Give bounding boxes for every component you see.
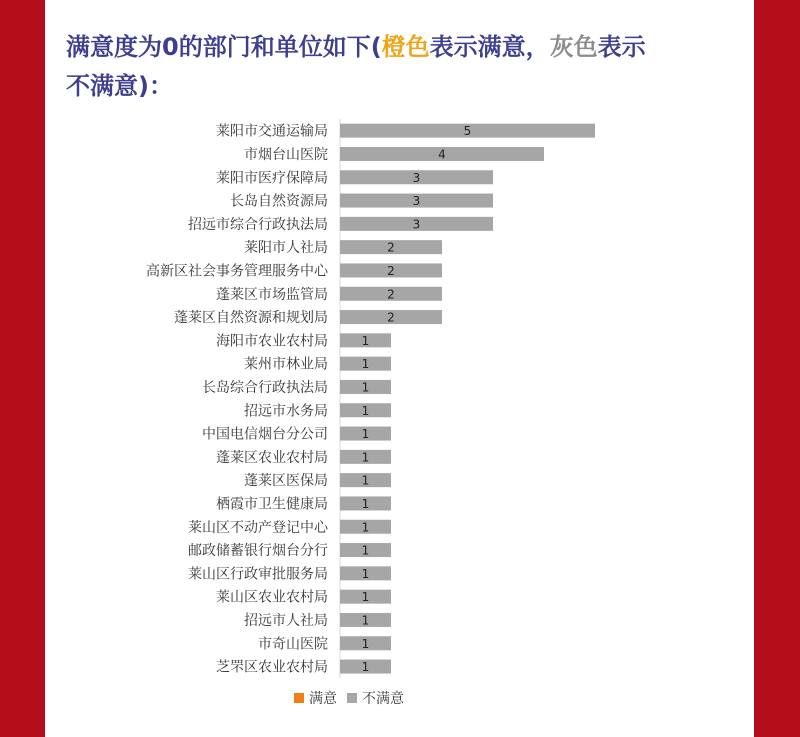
- data-label: 2: [387, 263, 395, 278]
- data-label: 1: [361, 427, 370, 442]
- category-label: 招远市水务局: [244, 403, 328, 420]
- category-label: 海阳市农业农村局: [216, 333, 328, 350]
- category-label: 长岛自然资源局: [230, 193, 328, 210]
- category-label: 莱阳市人社局: [244, 240, 328, 257]
- category-label: 蓬莱区自然资源和规划局: [174, 310, 328, 327]
- data-label: 5: [463, 124, 472, 139]
- data-label: 2: [387, 287, 395, 302]
- legend-label-satisfied: 满意: [309, 691, 337, 707]
- data-label: 1: [361, 636, 370, 651]
- category-label: 莱州市林业局: [244, 356, 328, 373]
- title-part-2: 表示满意，: [429, 33, 550, 61]
- legend-item-unsatisfied: [347, 688, 404, 708]
- category-label: 芝罘区农业农村局: [216, 659, 328, 676]
- title-part-3: 表示不满意)：: [66, 33, 646, 100]
- title-orange-word: 橙色: [381, 33, 430, 61]
- data-label: 1: [361, 590, 370, 605]
- category-label: 市奇山医院: [258, 636, 328, 653]
- data-label: 1: [361, 613, 370, 628]
- category-label: 市烟台山医院: [244, 146, 328, 163]
- data-label: 1: [361, 473, 370, 488]
- data-label: 1: [361, 543, 370, 558]
- data-label: 1: [361, 450, 370, 465]
- legend-label-unsatisfied: 不满意: [362, 691, 404, 707]
- data-label: 1: [361, 357, 370, 372]
- data-label: 1: [361, 496, 370, 511]
- legend-swatch-satisfied: [294, 693, 304, 703]
- data-label: 3: [412, 194, 421, 209]
- data-label: 2: [387, 310, 395, 325]
- category-label: 莱山区农业农村局: [216, 589, 328, 606]
- category-label: 莱山区行政审批服务局: [188, 566, 328, 583]
- data-label: 4: [438, 147, 446, 162]
- category-label: 莱阳市交通运输局: [216, 123, 328, 140]
- category-label: 莱山区不动产登记中心: [188, 519, 328, 536]
- data-label: 1: [361, 333, 370, 348]
- category-label: 蓬莱区市场监管局: [216, 286, 328, 303]
- data-label: 1: [361, 566, 370, 581]
- title-gray-word: 灰色: [549, 33, 598, 61]
- legend-item-satisfied: [294, 688, 337, 708]
- legend-swatch-unsatisfied: [347, 693, 357, 703]
- data-label: 1: [361, 520, 370, 535]
- category-label: 蓬莱区农业农村局: [216, 449, 328, 466]
- category-label: 莱阳市医疗保障局: [216, 170, 328, 187]
- category-label: 招远市人社局: [244, 612, 328, 629]
- data-label: 3: [412, 217, 421, 232]
- category-label: 高新区社会事务管理服务中心: [146, 263, 328, 280]
- chart-legend: [294, 688, 414, 708]
- category-label: 蓬莱区医保局: [244, 473, 328, 490]
- data-label: 1: [361, 660, 370, 675]
- category-label: 长岛综合行政执法局: [202, 379, 328, 396]
- data-label: 1: [361, 403, 370, 418]
- title-part-1: 满意度为0的部门和单位如下(: [66, 33, 382, 61]
- data-label: 2: [387, 240, 395, 255]
- category-label: 中国电信烟台分公司: [202, 426, 328, 443]
- data-label: 3: [412, 170, 421, 185]
- category-label: 邮政储蓄银行烟台分行: [188, 543, 328, 560]
- data-label: 1: [361, 380, 370, 395]
- category-label: 招远市综合行政执法局: [188, 216, 328, 233]
- category-label: 栖霞市卫生健康局: [216, 496, 328, 513]
